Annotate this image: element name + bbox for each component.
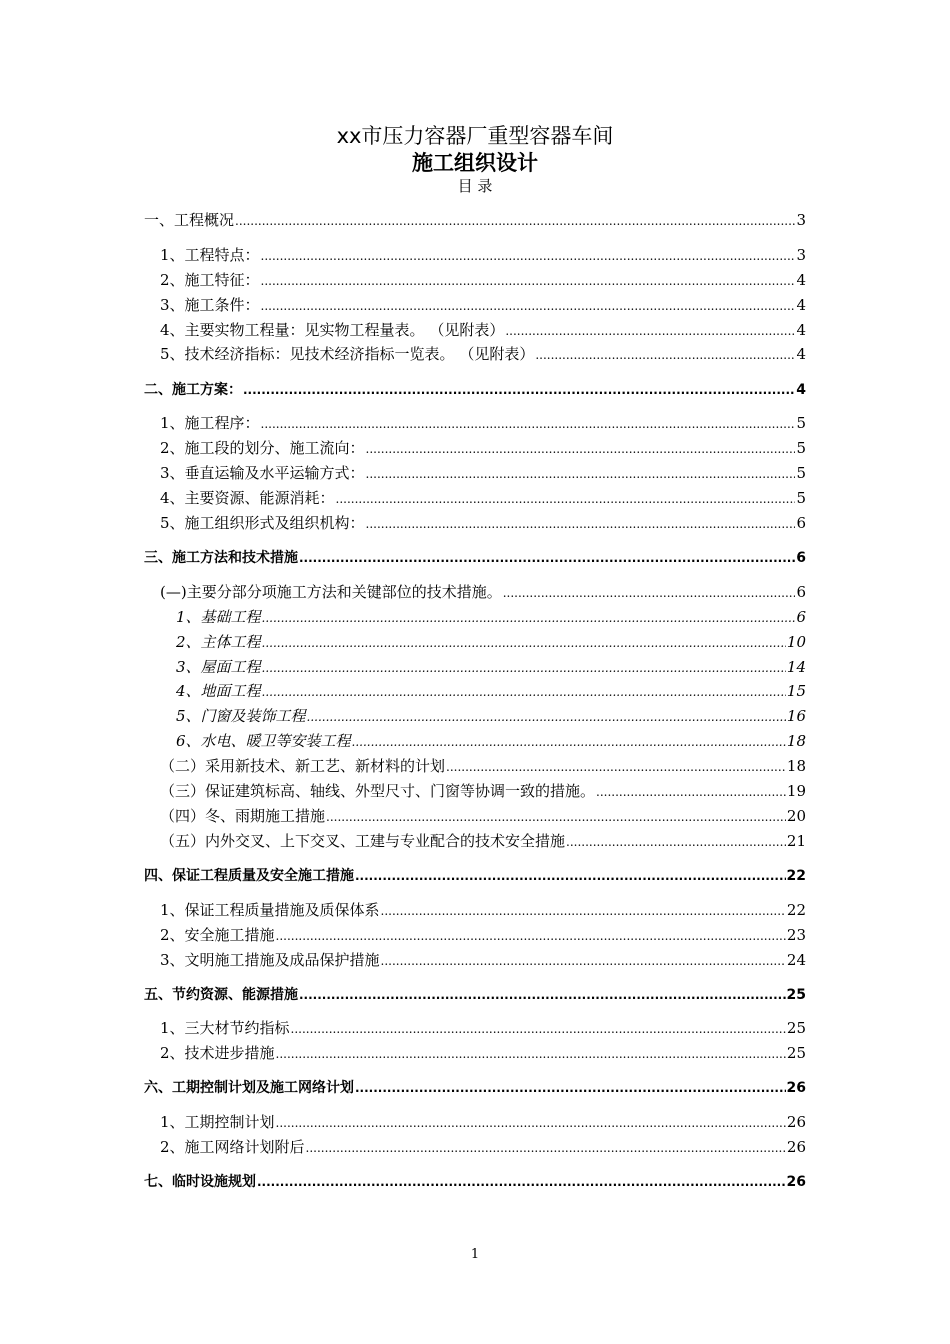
- toc-entry-page: 25: [786, 1019, 806, 1037]
- toc-leader-dots: [276, 1113, 786, 1133]
- toc-entry[interactable]: [160, 245, 806, 265]
- toc-leader-dots: [355, 866, 786, 886]
- toc-entry-title: （五）内外交叉、上下交叉、工建与专业配合的技术安全措施: [160, 832, 566, 850]
- toc-leader-dots: [306, 1138, 786, 1158]
- toc-entry-title: 三、施工方法和技术措施: [144, 550, 298, 566]
- toc-leader-dots: [261, 296, 796, 316]
- toc-entry-page: 4: [796, 382, 806, 398]
- toc-entry[interactable]: [144, 1172, 806, 1192]
- toc-entry-page: 5: [796, 414, 806, 432]
- toc-leader-dots: [276, 926, 786, 946]
- toc-entry-page: 19: [786, 782, 806, 800]
- toc-entry[interactable]: [160, 488, 806, 508]
- toc-entry-title: 1、工期控制计划: [160, 1113, 275, 1131]
- toc-leader-dots: [261, 246, 796, 266]
- toc-leader-dots: [366, 464, 796, 484]
- toc-entry-title: 5、施工组织形式及组织机构：: [160, 514, 365, 532]
- toc-entry-page: 26: [786, 1080, 806, 1096]
- toc-entry[interactable]: [160, 344, 806, 364]
- toc-leader-dots: [326, 807, 786, 827]
- toc-entry-title: 3、施工条件：: [160, 296, 260, 314]
- toc-entry-page: 20: [786, 807, 806, 825]
- toc-leader-dots: [299, 548, 795, 568]
- toc-entry[interactable]: [160, 900, 806, 920]
- toc-entry-title: (—)主要分部分项施工方法和关键部位的技术措施。: [160, 583, 502, 601]
- toc-entry-page: 25: [786, 987, 806, 1003]
- toc-entry[interactable]: [176, 632, 806, 652]
- toc-leader-dots: [262, 682, 786, 702]
- toc-entry[interactable]: [176, 731, 806, 751]
- toc-entry[interactable]: [160, 831, 806, 851]
- toc-leader-dots: [276, 1044, 786, 1064]
- toc-entry-title: 4、地面工程: [176, 682, 261, 700]
- toc-entry[interactable]: [176, 706, 806, 726]
- toc-entry[interactable]: [144, 380, 806, 400]
- toc-leader-dots: [446, 757, 786, 777]
- toc-entry[interactable]: [176, 681, 806, 701]
- toc-entry-title: 1、基础工程: [176, 608, 261, 626]
- toc-entry-title: 1、施工程序：: [160, 414, 260, 432]
- toc-leader-dots: [366, 439, 796, 459]
- toc-leader-dots: [261, 271, 796, 291]
- toc-entry-title: 3、文明施工措施及成品保护措施: [160, 951, 380, 969]
- toc-entry-page: 5: [796, 489, 806, 507]
- toc-entry-page: 3: [796, 211, 806, 229]
- toc-entry[interactable]: [144, 1078, 806, 1098]
- toc-entry-page: 26: [786, 1138, 806, 1156]
- page-number: 1: [470, 1247, 480, 1262]
- toc-leader-dots: [307, 707, 786, 727]
- toc-leader-dots: [336, 489, 796, 509]
- toc-entry[interactable]: [160, 1043, 806, 1063]
- toc-entry-page: 23: [786, 926, 806, 944]
- toc-entry-title: 2、安全施工措施: [160, 926, 275, 944]
- toc-leader-dots: [235, 211, 795, 231]
- toc-entry[interactable]: [176, 607, 806, 627]
- toc-leader-dots: [381, 951, 786, 971]
- toc-entry-title: 2、施工网络计划附后: [160, 1138, 305, 1156]
- toc-entry-title: 1、工程特点：: [160, 246, 260, 264]
- toc-entry-page: 14: [786, 658, 806, 676]
- toc-entry-page: 6: [796, 550, 806, 566]
- toc-leader-dots: [262, 633, 786, 653]
- toc-entry[interactable]: [160, 781, 806, 801]
- toc-entry-title: 五、节约资源、能源措施: [144, 987, 298, 1003]
- toc-entry-title: 3、屋面工程: [176, 658, 261, 676]
- toc-entry[interactable]: [144, 985, 806, 1005]
- toc-entry-page: 21: [786, 832, 806, 850]
- toc-entry[interactable]: [144, 548, 806, 568]
- toc-entry-title: 一、工程概况: [144, 211, 235, 229]
- toc-entry-page: 4: [796, 271, 806, 289]
- toc-leader-dots: [261, 414, 796, 434]
- toc-leader-dots: [355, 1078, 786, 1098]
- toc-leader-dots: [381, 901, 786, 921]
- toc-entry-page: 3: [796, 246, 806, 264]
- toc-entry[interactable]: [144, 866, 806, 886]
- document-title: xx市压力容器厂重型容器车间: [336, 124, 614, 148]
- toc-entry-page: 18: [786, 732, 806, 750]
- toc-entry-title: 6、水电、暖卫等安装工程: [176, 732, 351, 750]
- toc-entry[interactable]: [160, 295, 806, 315]
- toc-entry-page: 26: [786, 1113, 806, 1131]
- toc-entry[interactable]: [160, 438, 806, 458]
- toc-entry-page: 6: [796, 608, 806, 626]
- toc-entry-title: 2、施工段的划分、施工流向：: [160, 439, 365, 457]
- toc-entry-page: 25: [786, 1044, 806, 1062]
- toc-entry-title: （三）保证建筑标高、轴线、外型尺寸、门窗等协调一致的措施。: [160, 782, 596, 800]
- toc-entry-title: 四、保证工程质量及安全施工措施: [144, 868, 354, 884]
- toc-entry-title: 二、施工方案：: [144, 382, 242, 398]
- toc-heading: 目 录: [457, 177, 493, 195]
- toc-entry-page: 5: [796, 439, 806, 457]
- toc-leader-dots: [299, 985, 786, 1005]
- toc-entry-page: 4: [796, 321, 806, 339]
- toc-entry[interactable]: [144, 210, 806, 230]
- toc-leader-dots: [596, 782, 786, 802]
- toc-entry-page: 16: [786, 707, 806, 725]
- toc-entry-page: 22: [786, 901, 806, 919]
- toc-entry[interactable]: [176, 657, 806, 677]
- toc-entry-page: 4: [796, 296, 806, 314]
- toc-leader-dots: [352, 732, 786, 752]
- document-subtitle: 施工组织设计: [412, 151, 538, 175]
- toc-entry[interactable]: [160, 582, 806, 602]
- toc-entry[interactable]: [160, 320, 806, 340]
- toc-entry-title: 3、垂直运输及水平运输方式：: [160, 464, 365, 482]
- toc-entry-page: 6: [796, 583, 806, 601]
- toc-entry-page: 6: [796, 514, 806, 532]
- toc-leader-dots: [566, 832, 786, 852]
- toc-entry-title: 2、施工特征：: [160, 271, 260, 289]
- toc-leader-dots: [243, 380, 795, 400]
- toc-entry[interactable]: [160, 1112, 806, 1132]
- toc-entry[interactable]: [160, 270, 806, 290]
- toc-entry-title: 5、门窗及装饰工程: [176, 707, 306, 725]
- toc-entry-title: （四）冬、雨期施工措施: [160, 807, 326, 825]
- toc-leader-dots: [262, 608, 796, 628]
- toc-entry-page: 15: [786, 682, 806, 700]
- toc-entry[interactable]: [160, 463, 806, 483]
- toc-leader-dots: [503, 583, 796, 603]
- toc-entry[interactable]: [160, 950, 806, 970]
- toc-entry-title: 2、主体工程: [176, 633, 261, 651]
- toc-entry-title: （二）采用新技术、新工艺、新材料的计划: [160, 757, 446, 775]
- toc-entry[interactable]: [160, 925, 806, 945]
- toc-entry-page: 22: [786, 868, 806, 884]
- toc-leader-dots: [535, 345, 795, 365]
- toc-entry-title: 4、主要实物工程量：见实物工程量表。 （见附表）: [160, 321, 505, 339]
- toc-entry[interactable]: [160, 413, 806, 433]
- toc-entry-title: 1、保证工程质量措施及质保体系: [160, 901, 380, 919]
- toc-entry[interactable]: [160, 1137, 806, 1157]
- toc-entry[interactable]: [160, 1018, 806, 1038]
- toc-entry-page: 4: [796, 345, 806, 363]
- toc-entry-title: 1、三大材节约指标: [160, 1019, 290, 1037]
- toc-entry-page: 18: [786, 757, 806, 775]
- toc-entry-page: 5: [796, 464, 806, 482]
- toc-entry[interactable]: [160, 806, 806, 826]
- toc-entry-title: 七、临时设施规划: [144, 1174, 256, 1190]
- toc-leader-dots: [366, 514, 796, 534]
- toc-entry-page: 26: [786, 1174, 806, 1190]
- toc-entry-page: 24: [786, 951, 806, 969]
- toc-entry-page: 10: [786, 633, 806, 651]
- toc-entry-title: 六、工期控制计划及施工网络计划: [144, 1080, 354, 1096]
- toc-entry[interactable]: [160, 756, 806, 776]
- toc-entry[interactable]: [160, 513, 806, 533]
- toc-entry-title: 5、技术经济指标：见技术经济指标一览表。 （见附表）: [160, 345, 535, 363]
- toc-leader-dots: [262, 658, 786, 678]
- toc-leader-dots: [291, 1019, 786, 1039]
- toc-leader-dots: [257, 1172, 786, 1192]
- toc-entry-title: 4、主要资源、能源消耗：: [160, 489, 335, 507]
- toc-leader-dots: [505, 321, 795, 341]
- toc-entry-title: 2、技术进步措施: [160, 1044, 275, 1062]
